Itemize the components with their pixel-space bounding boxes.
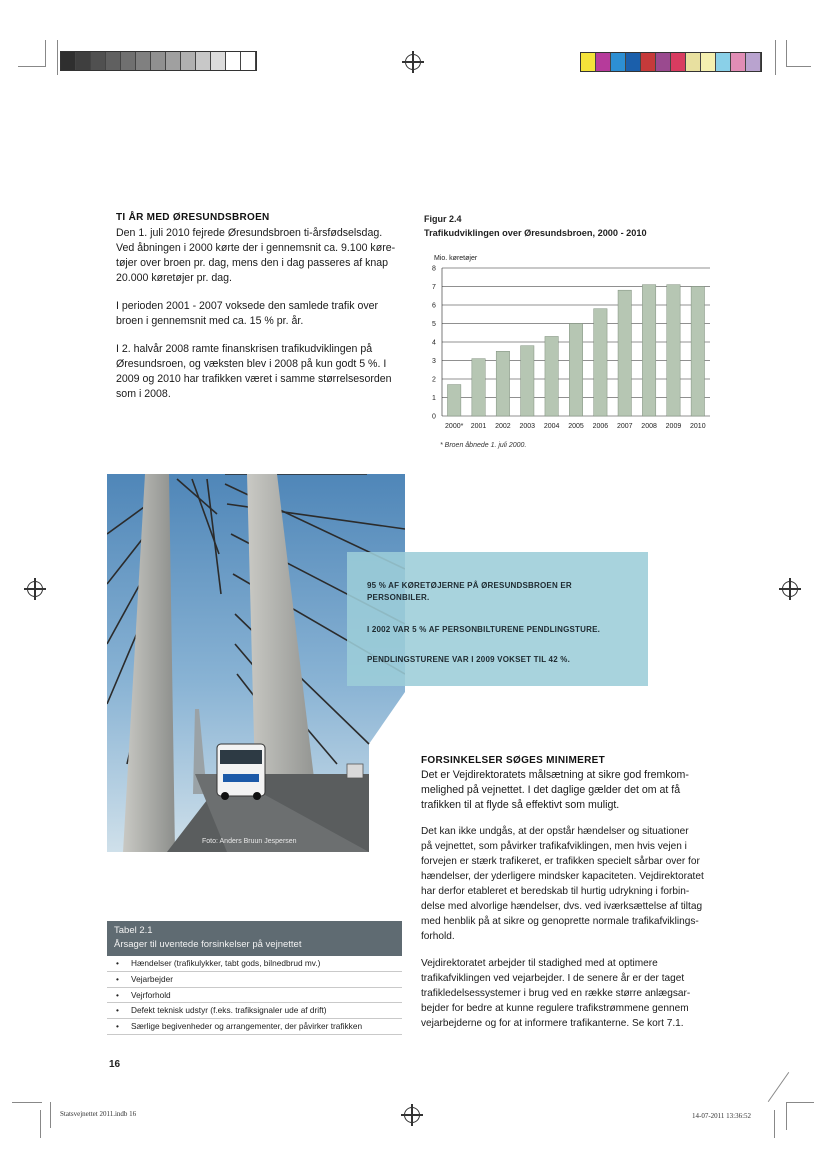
figure-footnote: * Broen åbnede 1. juli 2000. bbox=[440, 442, 527, 449]
grayscale-calibration-bar bbox=[60, 51, 257, 71]
table-cell: Defekt teknisk udstyr (f.eks. trafiksignaler ude af drift) bbox=[131, 1005, 327, 1016]
x-tick-label: 2004 bbox=[543, 423, 560, 430]
table-rows bbox=[107, 956, 402, 1035]
registration-mark-bottom-icon bbox=[404, 1107, 420, 1123]
bullet-icon: • bbox=[116, 1005, 119, 1016]
gray-swatch bbox=[76, 52, 91, 70]
table-cell: Vejarbejder bbox=[131, 973, 173, 984]
bar-2001 bbox=[472, 359, 485, 416]
table-row bbox=[107, 972, 402, 988]
y-tick-label: 0 bbox=[432, 413, 436, 421]
gray-swatch bbox=[121, 52, 136, 70]
bar-2009 bbox=[667, 285, 680, 416]
y-tick-label: 2 bbox=[432, 376, 436, 384]
x-tick-label: 2007 bbox=[616, 423, 633, 430]
bar-2002 bbox=[496, 351, 509, 416]
gray-swatch bbox=[106, 52, 121, 70]
bar-2004 bbox=[545, 336, 558, 416]
gray-swatch bbox=[151, 52, 166, 70]
gray-swatch bbox=[181, 52, 196, 70]
paragraph-5: Det kan ikke undgås, at der opstår hændelser og situationer på vejnettet, som påvirker trafikafviklingen, men hvis vejen i forvejen er stærk trafikeret, er trafikken specielt sårbar over for hændelser, der yderligere mindsker kapaciteten. Vejdirektoratet har derfor etableret et beredskab til hurtig udrykning i forbin- delse med alvorlige hændelser, dvs. ved iværksættelse af tiltag med henblik på at sikre og genoprette normale trafikafviklings- forhold. bbox=[421, 826, 704, 942]
bar-2005 bbox=[569, 324, 582, 417]
color-swatch bbox=[656, 53, 671, 71]
y-tick-label: 4 bbox=[432, 339, 436, 347]
color-swatch bbox=[701, 53, 716, 71]
x-tick-label: 2003 bbox=[519, 423, 536, 430]
registration-mark-right-icon bbox=[782, 581, 798, 597]
color-swatch bbox=[596, 53, 611, 71]
x-tick-label: 2000* bbox=[445, 423, 464, 430]
paragraph-2: I perioden 2001 - 2007 voksede den samlede trafik over broen i gennemsnit med ca. 15 % pr. år. bbox=[116, 300, 379, 327]
file-slug: Statsvejnettet 2011.indb 16 bbox=[60, 1110, 137, 1118]
statistics-callout bbox=[347, 552, 648, 686]
bar-2010 bbox=[691, 287, 704, 417]
x-tick-label: 2010 bbox=[690, 423, 706, 430]
color-swatch bbox=[731, 53, 746, 71]
bar-2006 bbox=[594, 309, 607, 416]
gray-swatch bbox=[211, 52, 226, 70]
x-tick-label: 2002 bbox=[495, 423, 511, 430]
y-tick-label: 7 bbox=[432, 284, 436, 291]
color-swatch bbox=[671, 53, 686, 71]
article-heading-delays: FORSINKELSER SØGES MINIMERET bbox=[421, 755, 605, 766]
bar-2008 bbox=[642, 285, 655, 416]
y-axis-label: Mio. køretøjer bbox=[434, 255, 478, 262]
table-cell: Særlige begivenheder og arrangementer, der påvirker trafikken bbox=[131, 1021, 363, 1032]
y-tick-label: 3 bbox=[432, 358, 436, 365]
x-tick-label: 2005 bbox=[568, 423, 584, 430]
gray-swatch bbox=[166, 52, 181, 70]
color-swatch bbox=[746, 53, 761, 71]
color-swatch bbox=[716, 53, 731, 71]
print-timestamp: 14-07-2011 13:36:52 bbox=[692, 1112, 752, 1120]
gray-swatch bbox=[61, 52, 76, 70]
bullet-icon: • bbox=[116, 1021, 119, 1032]
gray-swatch bbox=[136, 52, 151, 70]
x-tick-label: 2008 bbox=[641, 423, 657, 430]
color-swatch bbox=[581, 53, 596, 71]
paragraph-1: Den 1. juli 2010 fejrede Øresundsbroen ti-årsfødselsdag. Ved åbningen i 2000 kørte der i gennemsnit ca. 9.100 køre- tøjer over broen pr. dag, mens den i dag passeres af knap 20.000 køretøjer pr. dag. bbox=[116, 227, 396, 284]
y-tick-label: 5 bbox=[432, 321, 436, 328]
table-row bbox=[107, 1003, 402, 1019]
table-label: Tabel 2.1 bbox=[114, 925, 153, 936]
table-header bbox=[107, 921, 402, 956]
x-tick-label: 2009 bbox=[665, 423, 682, 430]
page-number: 16 bbox=[109, 1059, 121, 1070]
color-swatch bbox=[641, 53, 656, 71]
bar-2000 bbox=[447, 385, 460, 416]
x-tick-label: 2006 bbox=[592, 423, 609, 430]
bar-2003 bbox=[521, 346, 534, 416]
registration-mark-left-icon bbox=[27, 581, 43, 597]
figure-label: Figur 2.4 bbox=[424, 214, 462, 224]
color-calibration-bar bbox=[580, 52, 762, 72]
color-swatch bbox=[686, 53, 701, 71]
x-tick-label: 2001 bbox=[470, 423, 487, 430]
callout-line-3: PENDLINGSTURENE VAR I 2009 VOKSET TIL 42 %. bbox=[367, 655, 571, 664]
registration-mark-top-icon bbox=[405, 54, 421, 70]
bullet-icon: • bbox=[116, 973, 119, 984]
traffic-bar-chart bbox=[424, 246, 714, 442]
paragraph-4: Det er Vejdirektoratets målsætning at sikre god fremkom- melighed på vejnettet. I det daglige gælder det om at få trafikken til at flyde så effektivt som muligt. bbox=[421, 769, 689, 811]
figure-title: Trafikudviklingen over Øresundsbroen, 2000 - 2010 bbox=[424, 228, 647, 238]
table-title: Årsager til uventede forsinkelser på vejnettet bbox=[114, 939, 302, 950]
table-cell: Hændelser (trafikulykker, tabt gods, bilnedbrud mv.) bbox=[131, 958, 321, 968]
table-row bbox=[107, 988, 402, 1004]
paragraph-3: I 2. halvår 2008 ramte finanskrisen trafikudviklingen på Øresundsroen, og væksten blev i 2008 på kun godt 5 %. I 2009 og 2010 har trafikken været i samme størrelsesorden som i 2008. bbox=[116, 343, 392, 400]
callout-line-2: I 2002 VAR 5 % AF PERSONBILTURENE PENDLINGSTURE. bbox=[367, 625, 601, 634]
table-cell: Vejrforhold bbox=[131, 989, 171, 1000]
gray-swatch bbox=[91, 52, 106, 70]
y-tick-label: 8 bbox=[432, 265, 436, 273]
article-heading-oresund: TI ÅR MED ØRESUNDSBROEN bbox=[116, 212, 270, 223]
photo-credit: Foto: Anders Bruun Jespersen bbox=[202, 838, 297, 845]
callout-line-1: 95 % AF KØRETØJERNE PÅ ØRESUNDSBROEN ER PERSONBILER. bbox=[367, 581, 572, 602]
color-swatch bbox=[626, 53, 641, 71]
bar-2007 bbox=[618, 290, 631, 416]
gray-swatch bbox=[226, 52, 241, 70]
bullet-icon: • bbox=[116, 958, 119, 968]
y-tick-label: 1 bbox=[432, 395, 436, 402]
gray-swatch bbox=[196, 52, 211, 70]
table-row bbox=[107, 1019, 402, 1035]
y-tick-label: 6 bbox=[432, 302, 436, 310]
color-swatch bbox=[611, 53, 626, 71]
gray-swatch bbox=[241, 52, 256, 70]
paragraph-6: Vejdirektoratet arbejder til stadighed med at optimere trafikafviklingen ved vejarbejder. I de senere år er der taget trafikledelsessystemer i brug ved en række større anlægsar- bejder for bedre at kunne regulere trafikstrømmene gennem vejarbejderne og for at informere trafikanterne. Se kort 7.1. bbox=[421, 958, 691, 1029]
table-row bbox=[107, 956, 402, 972]
bullet-icon: • bbox=[116, 989, 119, 1000]
